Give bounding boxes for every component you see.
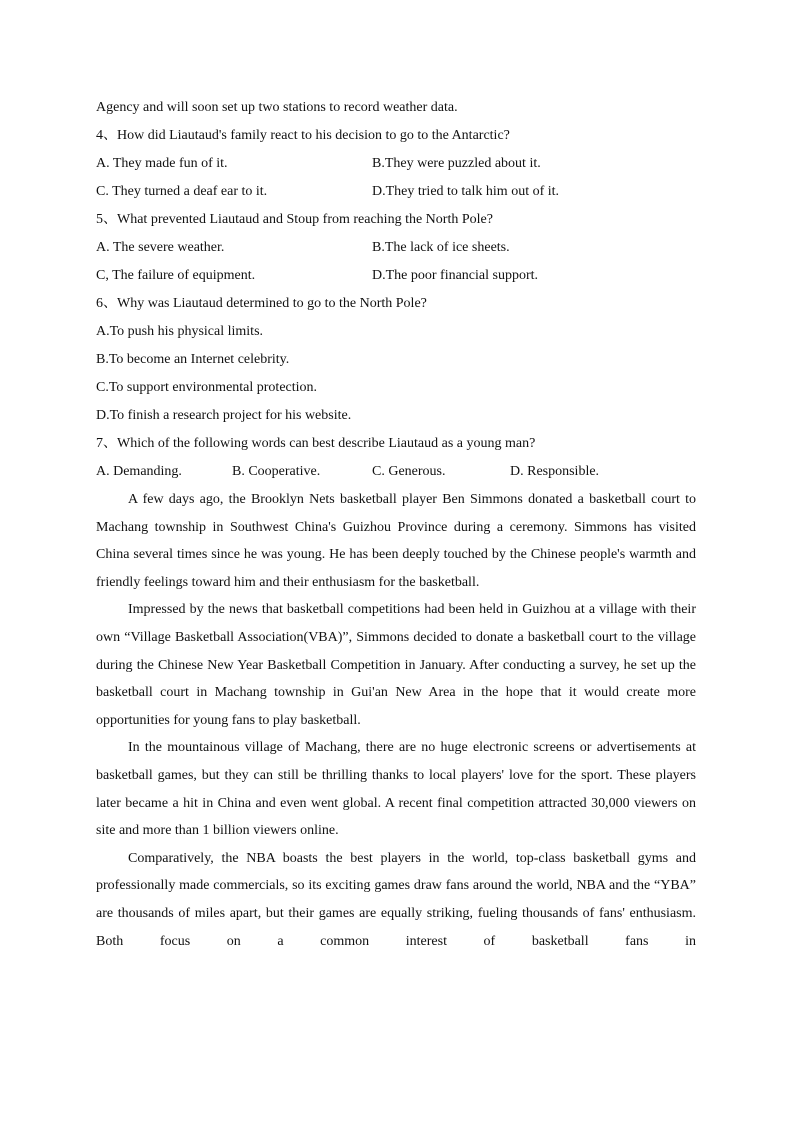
question-7-options-row	[96, 458, 696, 486]
intro-line: Agency and will soon set up two stations to record weather data.	[96, 100, 458, 115]
question-5-options-row-1	[96, 234, 696, 262]
question-5-options-row-2	[96, 262, 696, 290]
passage-paragraph-2: Impressed by the news that basketball competitions had been held in Guizhou at a village with their own “Village Basketball Association(VBA)”, Simmons decided to donate a basketball court to the village during the Chinese New Year Basketball Competition in January. After conducting a survey, he set up the basketball court in Machang township in Gui'an New Area in the hope that it would create more opportunities for young fans to play basketball.	[96, 602, 696, 728]
question-6-option-d: D.To finish a research project for his website.	[96, 408, 352, 423]
question-5-option-c: C, The failure of equipment.	[96, 268, 256, 283]
passage-paragraph-3: In the mountainous village of Machang, there are no huge electronic screens or advertisements at basketball games, but they can still be thrilling thanks to local players' love for the sport. These players later became a hit in China and even went global. A recent final competition attracted 30,000 viewers on site and more than 1 billion viewers online.	[96, 740, 696, 839]
question-4-option-a: A. They made fun of it.	[96, 156, 228, 171]
question-7-option-d: D. Responsible.	[510, 464, 600, 479]
question-7-option-a: A. Demanding.	[96, 464, 182, 479]
question-4-options-row-1	[96, 150, 696, 178]
question-5-option-d: D.The poor financial support.	[372, 268, 539, 283]
question-4-option-d: D.They tried to talk him out of it.	[372, 184, 560, 199]
question-4-option-b: B.They were puzzled about it.	[372, 156, 541, 171]
question-7-stem: 7、Which of the following words can best describe Liautaud as a young man?	[96, 436, 536, 451]
question-7-option-b: B. Cooperative.	[232, 464, 321, 479]
question-6-option-c: C.To support environmental protection.	[96, 380, 318, 395]
question-6-option-b: B.To become an Internet celebrity.	[96, 352, 290, 367]
question-6-option-a: A.To push his physical limits.	[96, 324, 264, 339]
question-5-option-b: B.The lack of ice sheets.	[372, 240, 510, 255]
question-5-option-a: A. The severe weather.	[96, 240, 225, 255]
question-4-option-c: C. They turned a deaf ear to it.	[96, 184, 268, 199]
passage-paragraph-1: A few days ago, the Brooklyn Nets basketball player Ben Simmons donated a basketball court to Machang township in Southwest China's Guizhou Province during a ceremony. Simmons has visited China several times since he was young. He has been deeply touched by the Chinese people's warmth and friendly feelings toward him and their enthusiasm for the basketball.	[96, 492, 696, 590]
document-page	[96, 94, 696, 955]
question-4-stem: 4、How did Liautaud's family react to his decision to go to the Antarctic?	[96, 128, 510, 143]
passage-paragraph-4: Comparatively, the NBA boasts the best players in the world, top-class basketball gyms and professionally made commercials, so its exciting games draw fans around the world, NBA and the “YBA” are thousands of miles apart, but their games are equally striking, fueling thousands of fans' enthusiasm. Both focus on a common interest of basketball fans in	[96, 850, 696, 949]
question-5-stem: 5、What prevented Liautaud and Stoup from reaching the North Pole?	[96, 212, 493, 227]
question-6-stem: 6、Why was Liautaud determined to go to the North Pole?	[96, 296, 427, 311]
question-7-option-c: C. Generous.	[372, 464, 446, 479]
question-4-options-row-2	[96, 178, 696, 206]
